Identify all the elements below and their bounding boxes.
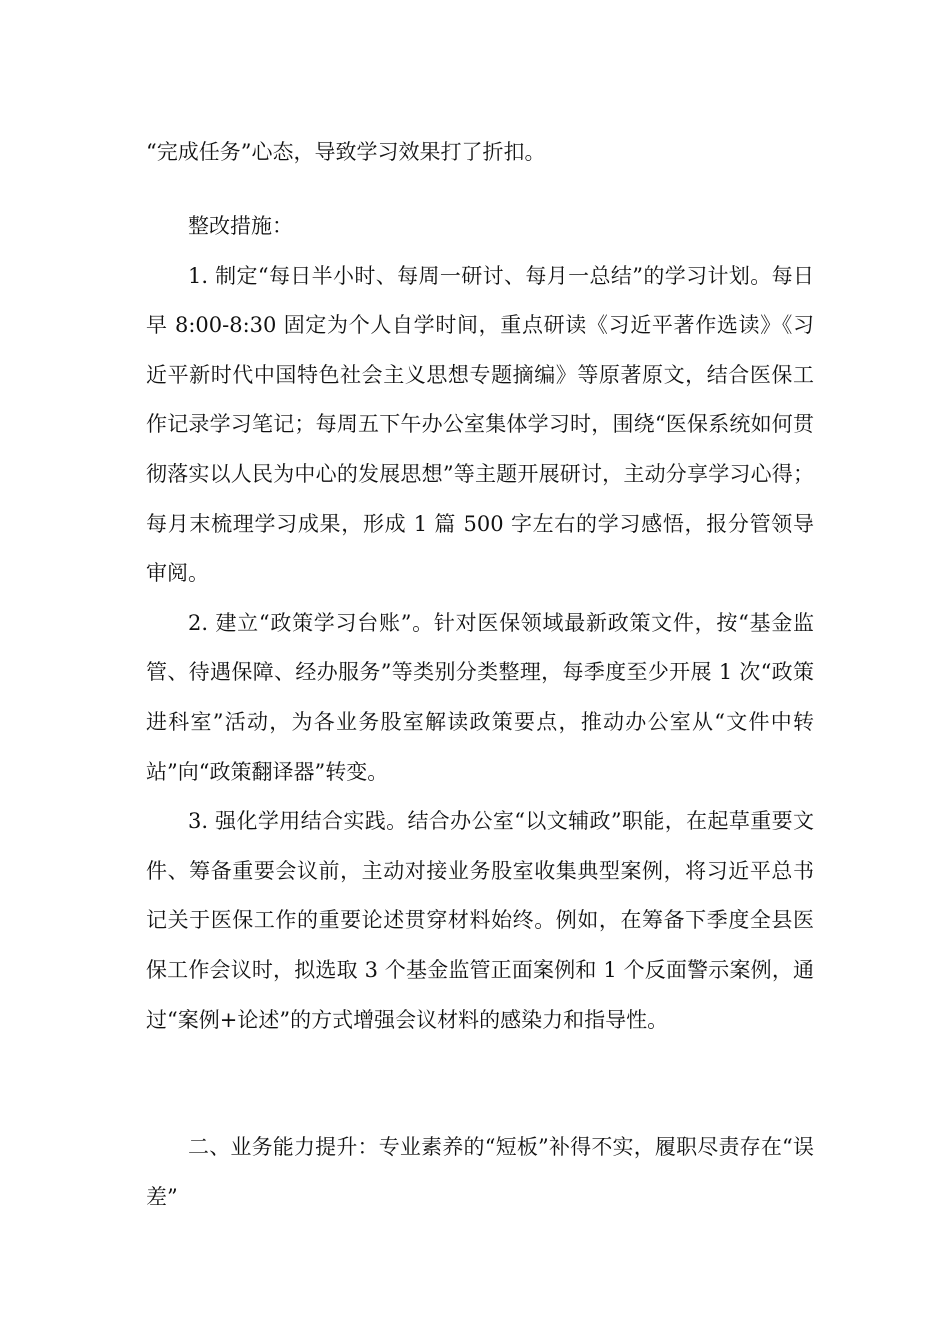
section-heading-business-ability: 二、业务能力提升：专业素养的“短板”补得不实，履职尽责存在“误差” bbox=[146, 1135, 814, 1209]
section-heading-block bbox=[146, 1123, 814, 1222]
paragraph-measure-2: 2. 建立“政策学习台账”。针对医保领域最新政策文件，按“基金监管、待遇保障、经办服务”等类别分类整理，每季度至少开展 1 次“政策进科室”活动，为各业务股室解读政策要点，推动办公室从“文件中转站”向“政策翻译器”转变。 bbox=[146, 610, 814, 784]
paragraph-continued: “完成任务”心态，导致学习效果打了折扣。 bbox=[146, 140, 546, 164]
paragraph-measure-3: 3. 强化学用结合实践。结合办公室“以文辅政”职能，在起草重要文件、筹备重要会议前，主动对接业务股室收集典型案例，将习近平总书记关于医保工作的重要论述贯穿材料始终。例如，在筹备下季度全县医保工作会议时，拟选取 3 个基金监管正面案例和 1 个反面警示案例，通过“案例+论述”的方式增强会议材料的感染力和指导性。 bbox=[146, 809, 814, 1032]
rectification-block bbox=[146, 202, 814, 1045]
continued-paragraph-block bbox=[146, 128, 814, 178]
heading-rectification-measures: 整改措施： bbox=[188, 214, 293, 238]
paragraph-measure-1: 1. 制定“每日半小时、每周一研讨、每月一总结”的学习计划。每日早 8:00-8:30 固定为个人自学时间，重点研读《习近平著作选读》《习近平新时代中国特色社会主义思想专题摘编》等原著原文，结合医保工作记录学习笔记；每周五下午办公室集体学习时，围绕“医保系统如何贯彻落实以人民为中心的发展思想”等主题开展研讨，主动分享学习心得；每月末梳理学习成果，形成 1 篇 500 字左右的学习感悟，报分管领导审阅。 bbox=[146, 263, 814, 586]
